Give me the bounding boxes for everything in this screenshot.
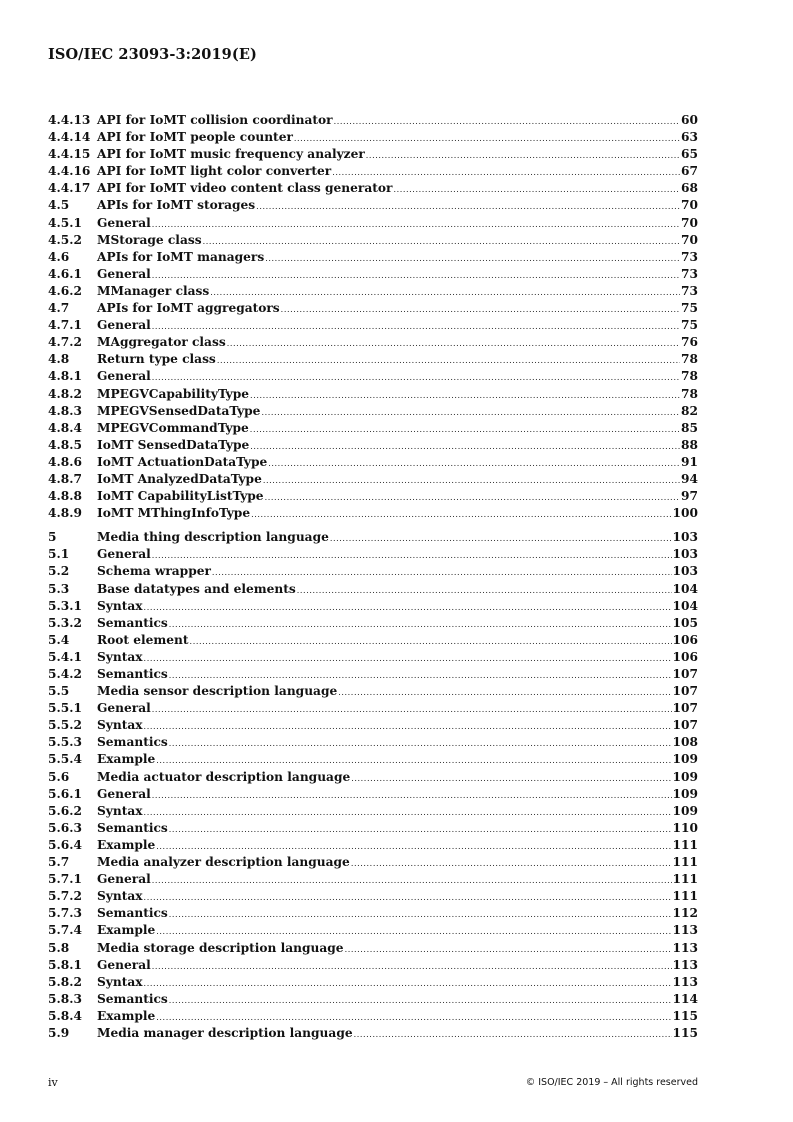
toc-entry-title: MStorage class [97, 232, 202, 247]
toc-entry-title: MPEGVCapabilityType [97, 386, 250, 401]
toc-entry-number: 4.7.1 [48, 318, 82, 333]
toc-entry-page: 107 [672, 701, 698, 716]
toc-dot-leader [152, 318, 680, 335]
toc-dot-leader [393, 181, 680, 198]
toc-entry-page: 111 [672, 889, 698, 904]
toc-entry-page: 115 [672, 1025, 698, 1040]
toc-entry-number: 5.6.2 [48, 803, 82, 818]
page-number: iv [48, 1076, 58, 1089]
toc-entry-number: 4.6 [48, 249, 70, 264]
toc-entry-page: 73 [681, 283, 698, 298]
toc-entry[interactable] [48, 786, 698, 803]
toc-entry-title: General [97, 215, 151, 230]
toc-dot-leader [203, 233, 680, 250]
toc-entry-page: 60 [681, 113, 698, 127]
toc-dot-leader [281, 301, 680, 318]
toc-dot-leader [169, 906, 672, 923]
toc-entry-title: IoMT MThingInfoType [97, 506, 251, 521]
toc-entry-title: Schema wrapper [97, 564, 211, 579]
toc-entry-page: 113 [672, 957, 698, 972]
toc-entry[interactable] [48, 529, 698, 546]
toc-entry-title: MPEGVSensedDataType [97, 403, 261, 418]
toc-entry-title: Semantics [97, 991, 168, 1006]
toc-entry[interactable] [48, 563, 698, 580]
toc-entry-number: 5.6.3 [48, 820, 82, 835]
toc-dot-leader [250, 438, 680, 455]
toc-dot-leader [227, 335, 680, 352]
toc-entry-number: 5.5.4 [48, 752, 82, 767]
toc-entry-page: 111 [672, 872, 698, 887]
toc-dot-leader [294, 130, 680, 147]
toc-entry-number: 5.8.2 [48, 974, 82, 989]
toc-entry-title: Media sensor description language [97, 684, 338, 699]
toc-entry-number: 4.8.2 [48, 386, 82, 401]
toc-entry-number: 5.1 [48, 547, 70, 562]
toc-dot-leader [169, 821, 672, 838]
toc-entry[interactable] [48, 351, 698, 368]
toc-entry[interactable] [48, 769, 698, 786]
toc-entry-number: 5.5.2 [48, 718, 82, 733]
toc-entry-page: 78 [681, 386, 698, 401]
toc-dot-leader [351, 770, 671, 787]
toc-entry-title: General [97, 318, 151, 333]
toc-entry-title: MManager class [97, 283, 210, 298]
toc-dot-leader [351, 855, 672, 872]
toc-entry-page: 108 [672, 735, 698, 750]
toc-dot-leader [144, 650, 672, 667]
toc-entry-page: 63 [681, 130, 698, 145]
toc-entry-number: 4.8.7 [48, 471, 82, 486]
toc-entry-page: 115 [672, 1008, 698, 1023]
toc-dot-leader [152, 267, 680, 284]
toc-dot-leader [212, 564, 672, 581]
toc-entry[interactable] [48, 197, 698, 214]
toc-entry-number: 5.5.1 [48, 701, 82, 716]
toc-entry-title: Root element [97, 632, 189, 647]
toc-entry-title: Media storage description language [97, 940, 344, 955]
toc-entry-page: 67 [681, 164, 698, 179]
toc-entry-page: 104 [672, 581, 698, 596]
toc-entry-title: Example [97, 752, 156, 767]
toc-entry-page: 111 [672, 837, 698, 852]
toc-entry-title: Example [97, 923, 156, 938]
toc-entry-title: Base datatypes and elements [97, 581, 296, 596]
toc-entry-number: 5.3.1 [48, 598, 82, 613]
toc-entry-title: API for IoMT people counter [97, 130, 293, 145]
toc-entry[interactable] [48, 249, 698, 266]
toc-entry[interactable] [48, 734, 698, 751]
toc-entry-title: API for IoMT light color converter [97, 164, 332, 179]
toc-entry-page: 111 [672, 855, 698, 870]
toc-entry[interactable] [48, 632, 698, 649]
toc-dot-leader [144, 718, 672, 735]
toc-entry-page: 109 [672, 786, 698, 801]
toc-dot-leader [169, 992, 672, 1009]
toc-entry-page: 113 [672, 923, 698, 938]
toc-entry-number: 4.5.2 [48, 232, 82, 247]
toc-entry[interactable] [48, 232, 698, 249]
toc-entry-page: 88 [681, 437, 698, 452]
toc-entry-title: IoMT CapabilityListType [97, 489, 264, 504]
toc-entry[interactable] [48, 180, 698, 197]
toc-entry-page: 106 [672, 649, 698, 664]
toc-entry-number: 5 [48, 530, 57, 545]
toc-entry[interactable] [48, 905, 698, 922]
toc-dot-leader [144, 599, 672, 616]
toc-entry-page: 65 [681, 147, 698, 162]
toc-entry[interactable] [48, 163, 698, 180]
toc-entry-number: 4.7.2 [48, 335, 82, 350]
toc-entry-title: General [97, 369, 151, 384]
toc-dot-leader [334, 113, 680, 130]
toc-entry-title: Semantics [97, 667, 168, 681]
toc-entry-page: 75 [681, 301, 698, 316]
toc-entry-page: 70 [681, 215, 698, 230]
toc-entry-title: Semantics [97, 615, 168, 630]
toc-entry-title: APIs for IoMT aggregators [97, 301, 280, 316]
toc-entry-number: 5.9 [48, 1025, 70, 1040]
toc-entry-number: 4.8 [48, 352, 70, 367]
toc-dot-leader [338, 684, 671, 701]
toc-dot-leader [250, 387, 680, 404]
toc-entry-page: 109 [672, 769, 698, 784]
toc-entry-number: 5.8.4 [48, 1008, 82, 1023]
toc-entry-number: 4.8.9 [48, 506, 82, 521]
toc-entry-page: 91 [681, 454, 698, 469]
toc-entry-number: 4.6.1 [48, 266, 82, 281]
toc-entry[interactable] [48, 283, 698, 300]
toc-entry-title: Media analyzer description language [97, 855, 350, 870]
toc-entry[interactable] [48, 751, 698, 768]
toc-entry-page: 78 [681, 369, 698, 384]
toc-entry-page: 107 [672, 667, 698, 681]
toc-entry-number: 4.7 [48, 301, 70, 316]
toc-entry-page: 82 [681, 403, 698, 418]
toc-entry-page: 112 [672, 906, 698, 921]
toc-entry[interactable] [48, 437, 698, 454]
toc-dot-leader [169, 667, 672, 684]
toc-entry[interactable] [48, 1025, 698, 1042]
toc-dot-leader [217, 352, 680, 369]
toc-dot-leader [210, 284, 680, 301]
toc-dot-leader [251, 506, 671, 523]
toc-entry[interactable] [48, 888, 698, 905]
toc-entry-title: Syntax [97, 649, 143, 664]
toc-entry[interactable] [48, 700, 698, 717]
toc-dot-leader [156, 838, 671, 855]
toc-entry-number: 4.4.13 [48, 113, 91, 127]
toc-entry[interactable] [48, 649, 698, 666]
toc-entry[interactable] [48, 546, 698, 563]
toc-entry[interactable] [48, 317, 698, 334]
toc-entry-page: 103 [672, 547, 698, 562]
toc-dot-leader [190, 633, 672, 650]
toc-entry-title: Example [97, 1008, 156, 1023]
toc-entry-number: 4.4.16 [48, 164, 91, 179]
toc-entry-number: 5.8 [48, 940, 70, 955]
toc-entry-page: 97 [681, 489, 698, 504]
toc-entry-page: 75 [681, 318, 698, 333]
toc-entry-page: 70 [681, 198, 698, 213]
toc-entry[interactable] [48, 471, 698, 488]
toc-dot-leader [366, 147, 680, 164]
toc-entry-title: Semantics [97, 735, 168, 750]
toc-entry[interactable] [48, 615, 698, 632]
toc-entry-title: Syntax [97, 718, 143, 733]
toc-entry-page: 113 [672, 940, 698, 955]
toc-entry-number: 4.6.2 [48, 283, 82, 298]
toc-entry-title: IoMT SensedDataType [97, 437, 250, 452]
toc-entry[interactable] [48, 820, 698, 837]
toc-entry[interactable] [48, 454, 698, 471]
toc-entry-number: 4.5.1 [48, 215, 82, 230]
toc-entry-page: 73 [681, 249, 698, 264]
toc-entry[interactable] [48, 112, 698, 129]
toc-dot-leader [261, 404, 680, 421]
toc-entry[interactable] [48, 403, 698, 420]
toc-entry-title: IoMT ActuationDataType [97, 454, 268, 469]
toc-entry-number: 4.8.6 [48, 454, 82, 469]
toc-entry-number: 5.8.1 [48, 957, 82, 972]
toc-dot-leader [152, 872, 672, 889]
toc-entry[interactable] [48, 837, 698, 854]
toc-dot-leader [156, 1009, 671, 1026]
toc-entry-page: 85 [681, 420, 698, 435]
toc-dot-leader [152, 369, 680, 386]
toc-entry-page: 107 [672, 718, 698, 733]
toc-entry-page: 76 [681, 335, 698, 350]
copyright-notice: © ISO/IEC 2019 – All rights reserved [525, 1077, 698, 1088]
toc-entry-number: 5.8.3 [48, 991, 82, 1006]
toc-dot-leader [268, 455, 680, 472]
toc-dot-leader [330, 530, 672, 547]
toc-entry-title: General [97, 957, 151, 972]
toc-entry[interactable] [48, 420, 698, 437]
toc-entry-page: 109 [672, 752, 698, 767]
toc-entry-page: 103 [672, 530, 698, 545]
toc-entry[interactable] [48, 940, 698, 957]
toc-entry[interactable] [48, 334, 698, 351]
toc-entry-number: 5.7.4 [48, 923, 82, 938]
toc-entry[interactable] [48, 215, 698, 232]
toc-entry-page: 106 [672, 632, 698, 647]
toc-dot-leader [156, 752, 671, 769]
toc-entry-number: 5.5 [48, 684, 70, 699]
toc-entry-title: API for IoMT collision coordinator [97, 113, 333, 127]
toc-entry-number: 4.8.4 [48, 420, 82, 435]
toc-dot-leader [152, 958, 672, 975]
toc-entry-number: 5.4.1 [48, 649, 82, 664]
toc-dot-leader [144, 975, 672, 992]
toc-entry[interactable] [48, 266, 698, 283]
toc-entry-page: 78 [681, 352, 698, 367]
toc-dot-leader [169, 616, 672, 633]
toc-entry-number: 5.5.3 [48, 735, 82, 750]
toc-entry[interactable] [48, 1008, 698, 1025]
toc-entry-page: 103 [672, 564, 698, 579]
toc-entry-title: General [97, 701, 151, 716]
toc-entry-title: General [97, 266, 151, 281]
toc-entry-page: 94 [681, 471, 698, 486]
toc-entry[interactable] [48, 488, 698, 505]
toc-entry-title: General [97, 786, 151, 801]
toc-dot-leader [152, 787, 672, 804]
toc-entry-number: 4.8.8 [48, 489, 82, 504]
toc-entry-number: 5.7.2 [48, 889, 82, 904]
toc-entry-number: 5.3.2 [48, 615, 82, 630]
toc-entry-title: Media manager description language [97, 1025, 353, 1040]
toc-entry-title: Syntax [97, 803, 143, 818]
toc-entry-page: 73 [681, 266, 698, 281]
toc-entry-number: 5.6.1 [48, 786, 82, 801]
toc-entry-title: APIs for IoMT storages [97, 198, 256, 213]
toc-entry[interactable] [48, 974, 698, 991]
toc-entry-title: Syntax [97, 598, 143, 613]
toc-entry-title: Semantics [97, 820, 168, 835]
toc-entry-page: 70 [681, 232, 698, 247]
toc-entry-number: 4.8.5 [48, 437, 82, 452]
toc-entry-number: 5.6 [48, 769, 70, 784]
toc-entry-number: 4.8.1 [48, 369, 82, 384]
toc-entry-page: 109 [672, 803, 698, 818]
toc-entry-title: Syntax [97, 889, 143, 904]
toc-entry[interactable] [48, 146, 698, 163]
toc-entry-page: 113 [672, 974, 698, 989]
toc-dot-leader [152, 701, 672, 718]
toc-entry-page: 114 [672, 991, 698, 1006]
toc-entry-page: 104 [672, 598, 698, 613]
toc-entry-title: Media actuator description language [97, 769, 351, 784]
toc-dot-leader [152, 216, 680, 233]
toc-entry-number: 5.4.2 [48, 667, 82, 681]
toc-entry[interactable] [48, 854, 698, 871]
toc-entry-number: 5.4 [48, 632, 70, 647]
toc-dot-leader [297, 582, 672, 599]
toc-dot-leader [345, 941, 672, 958]
toc-dot-leader [265, 250, 680, 267]
toc-entry-number: 5.6.4 [48, 837, 82, 852]
toc-entry-number: 5.7 [48, 855, 70, 870]
toc-dot-leader [256, 198, 680, 215]
toc-entry-title: IoMT AnalyzedDataType [97, 471, 262, 486]
toc-entry[interactable] [48, 129, 698, 146]
toc-entry-number: 4.5 [48, 198, 70, 213]
toc-entry-page: 100 [672, 506, 698, 521]
toc-entry-title: Return type class [97, 352, 216, 367]
toc-entry-page: 110 [672, 820, 698, 835]
toc-entry[interactable] [48, 683, 698, 700]
toc-entry-title: API for IoMT music frequency analyzer [97, 147, 365, 162]
toc-entry[interactable] [48, 368, 698, 385]
toc-entry-number: 5.3 [48, 581, 70, 596]
toc-entry-title: Example [97, 837, 156, 852]
table-of-contents [48, 112, 698, 1042]
toc-dot-leader [354, 1026, 672, 1043]
toc-entry[interactable] [48, 871, 698, 888]
toc-entry[interactable] [48, 598, 698, 615]
toc-entry-title: API for IoMT video content class generator [97, 181, 393, 196]
toc-dot-leader [265, 489, 680, 506]
toc-dot-leader [144, 889, 672, 906]
toc-entry-title: Syntax [97, 974, 143, 989]
toc-entry[interactable] [48, 717, 698, 734]
toc-entry-title: MAggregator class [97, 335, 226, 350]
toc-entry-title: General [97, 872, 151, 887]
toc-dot-leader [263, 472, 680, 489]
toc-entry[interactable] [48, 803, 698, 820]
toc-entry[interactable] [48, 991, 698, 1008]
toc-entry-title: Semantics [97, 906, 168, 921]
toc-entry[interactable] [48, 581, 698, 598]
toc-entry[interactable] [48, 505, 698, 522]
toc-dot-leader [156, 923, 671, 940]
toc-entry[interactable] [48, 666, 698, 683]
toc-entry[interactable] [48, 300, 698, 317]
toc-dot-leader [152, 547, 672, 564]
toc-entry-title: MPEGVCommandType [97, 420, 249, 435]
toc-entry-number: 5.7.1 [48, 872, 82, 887]
toc-entry-title: General [97, 547, 151, 562]
toc-entry-number: 5.2 [48, 564, 70, 579]
toc-entry-number: 4.8.3 [48, 403, 82, 418]
toc-entry-number: 4.4.14 [48, 130, 91, 145]
toc-entry-number: 4.4.17 [48, 181, 91, 196]
toc-entry-title: Media thing description language [97, 530, 329, 545]
toc-entry-title: APIs for IoMT managers [97, 249, 265, 264]
toc-entry-page: 68 [681, 181, 698, 196]
toc-entry[interactable] [48, 957, 698, 974]
document-id-header: ISO/IEC 23093-3:2019(E) [48, 46, 257, 63]
toc-entry-number: 4.4.15 [48, 147, 91, 162]
toc-dot-leader [169, 735, 672, 752]
toc-dot-leader [250, 421, 680, 438]
toc-dot-leader [332, 164, 680, 181]
toc-entry[interactable] [48, 386, 698, 403]
toc-entry[interactable] [48, 922, 698, 939]
toc-entry-number: 5.7.3 [48, 906, 82, 921]
toc-dot-leader [144, 804, 672, 821]
toc-entry-page: 107 [672, 684, 698, 699]
toc-entry-page: 105 [672, 615, 698, 630]
